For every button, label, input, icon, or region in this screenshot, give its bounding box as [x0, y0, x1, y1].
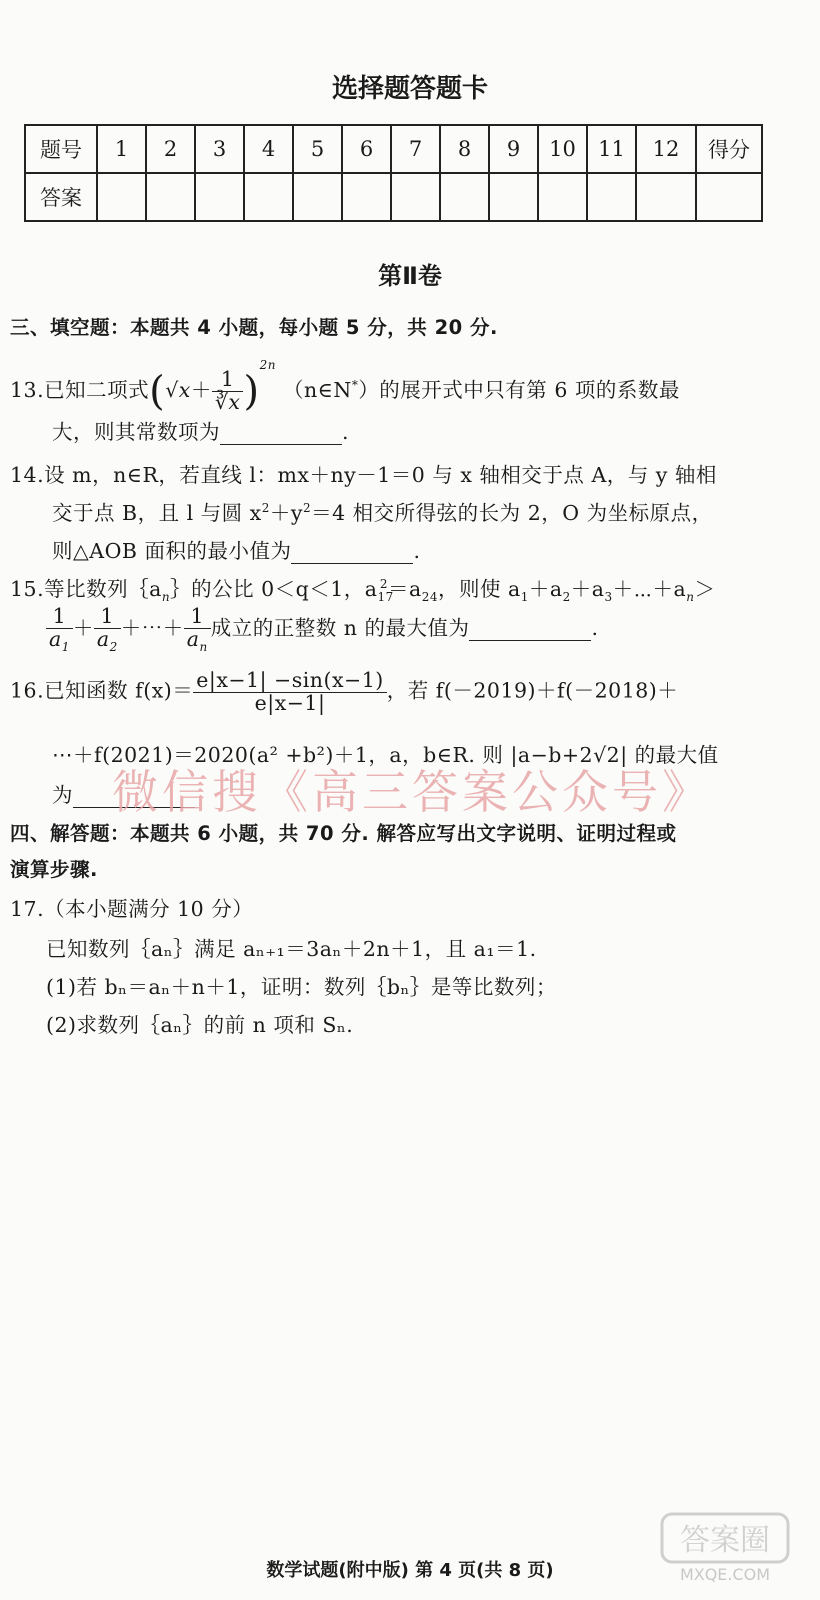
question-text: 成立的正整数 n 的最大值为: [210, 616, 470, 641]
period: .: [413, 539, 421, 563]
svg-text:答案圈: 答案圈: [680, 1523, 770, 1558]
answer-cell[interactable]: [97, 173, 146, 221]
question-14-line-2: 交于点 B，且 l 与圆 $x^2+y^2=4$ 相交所得弦的长为 2，O 为坐标原点，: [52, 501, 713, 525]
answer-cell[interactable]: [342, 173, 391, 221]
function-fraction: $\frac{e|x-1| -\sin(x-1)}{e|x-1|}$: [193, 670, 386, 714]
fraction-1-over-a2: $\frac{1}{a_2}$: [94, 606, 121, 653]
question-number: 11: [587, 125, 636, 173]
question-number: 4: [244, 125, 293, 173]
question-text: 大，则其常数项为: [52, 420, 220, 444]
paren-right: ): [243, 368, 260, 415]
answer-cell[interactable]: [293, 173, 342, 221]
question-17-line-1: 已知数列｛aₙ｝满足 aₙ₊₁＝3aₙ＋2n＋1，且 a₁＝1.: [46, 937, 537, 961]
question-17-line-2: (1)若 bₙ＝aₙ＋n＋1，证明：数列｛bₙ｝是等比数列；: [46, 975, 557, 999]
answer-cell[interactable]: [538, 173, 587, 221]
row-header-answer: 答案: [25, 173, 97, 221]
question-number: 2: [146, 125, 195, 173]
answer-blank[interactable]: [469, 616, 591, 641]
score-cell[interactable]: [696, 173, 762, 221]
question-text: 设 m，n∈R，若直线 l：mx＋ny－1＝0 与 x 轴相交于点 A，与 y 轴相: [44, 463, 717, 487]
table-row: [25, 173, 762, 221]
question-text: 已知二项式: [44, 378, 150, 402]
answer-blank[interactable]: [291, 539, 413, 564]
question-17-line-3: (2)求数列｛aₙ｝的前 n 项和 Sₙ.: [46, 1013, 354, 1037]
question-number: 7: [391, 125, 440, 173]
row-header-number: 题号: [25, 125, 97, 173]
question-13-line-2: [52, 415, 349, 445]
answer-cell[interactable]: [244, 173, 293, 221]
question-number-label: 15.: [10, 577, 45, 601]
question-text: ＋⋯＋: [120, 616, 184, 641]
question-text: 交于点 B，且 l 与圆 x: [52, 501, 262, 525]
section-3-heading: 三、填空题：本题共 4 小题，每小题 5 分，共 20 分.: [10, 316, 498, 339]
question-15-line-2: $\frac{1}{a_1}$ ＋ $\frac{1}{a_2}$ ＋⋯＋ $\frac{1}{a_n}$ 成立的正整数 n 的最大值为 .: [46, 606, 599, 653]
question-number: 1: [97, 125, 146, 173]
answer-cell[interactable]: [195, 173, 244, 221]
question-text: ｝的公比 0＜q＜1，a: [170, 577, 378, 601]
answer-cell[interactable]: [636, 173, 696, 221]
page-title: 选择题答题卡: [331, 74, 488, 104]
question-text: ＝a: [387, 577, 422, 601]
period: .: [591, 616, 599, 641]
question-14-line-3: [52, 534, 421, 564]
volume-heading: 第Ⅱ卷: [378, 262, 442, 290]
question-17-heading: 17.（本小题满分 10 分）: [10, 897, 254, 921]
paren-left: (: [149, 368, 166, 415]
question-text: （n∈N: [282, 378, 352, 402]
question-text: ＝4 相交所得弦的长为 2，O 为坐标原点，: [311, 501, 713, 525]
question-text: 为: [52, 783, 73, 807]
question-text: ＋⋯＋a: [612, 577, 687, 601]
superscript: *: [351, 378, 359, 393]
page-footer: 数学试题(附中版) 第 4 页(共 8 页): [266, 1560, 554, 1581]
question-text: ）的展开式中只有第 6 项的系数最: [358, 378, 680, 402]
question-text: 等比数列｛a: [44, 577, 162, 601]
answer-card-table: [24, 124, 763, 222]
question-number: 9: [489, 125, 538, 173]
table-row: [25, 125, 762, 173]
question-number: 10: [538, 125, 587, 173]
question-14-line-1: [10, 458, 717, 488]
answer-cell[interactable]: [587, 173, 636, 221]
question-number: 5: [293, 125, 342, 173]
section-4-heading-cont: 演算步骤.: [10, 858, 98, 881]
section-4-heading: 四、解答题：本题共 6 小题，共 70 分. 解答应写出文字说明、证明过程或: [10, 822, 677, 845]
exponent: 2n: [259, 358, 276, 372]
answer-blank[interactable]: [220, 420, 342, 445]
question-number: 8: [440, 125, 489, 173]
question-text: 则△AOB 面积的最小值为: [52, 539, 292, 563]
watermark-text: 微信搜《高三答案公众号》: [112, 765, 712, 819]
question-number-label: 13.: [10, 378, 45, 402]
answer-cell[interactable]: [440, 173, 489, 221]
question-text: ＞: [694, 577, 716, 601]
question-text: ，若 f(－2019)＋f(－2018)＋: [386, 678, 679, 703]
period: .: [342, 420, 350, 444]
question-number-label: 14.: [10, 463, 45, 487]
question-number: 12: [636, 125, 696, 173]
question-16-line-2: ⋯＋f(2021)＝2020(a² +b²)＋1，a，b∈R. 则 |a−b+2√2| 的最大值: [52, 743, 719, 767]
fraction-one-over-cbrt-x: $\frac{1}{∛x}$: [212, 369, 244, 413]
question-text: ＋a: [570, 577, 605, 601]
question-text: ＋a: [528, 577, 563, 601]
svg-text:MXQE.COM: MXQE.COM: [679, 1565, 771, 1584]
score-header: 得分: [696, 125, 762, 173]
question-number: 6: [342, 125, 391, 173]
fraction-1-over-an: $\frac{1}{a_n}$: [184, 606, 211, 653]
question-text: ，则使 a: [437, 577, 521, 601]
question-text: ＋y: [269, 501, 303, 525]
answer-cell[interactable]: [391, 173, 440, 221]
answer-cell[interactable]: [146, 173, 195, 221]
question-13-line-1: [10, 358, 680, 415]
question-number-label: 16.: [10, 678, 45, 703]
question-number: 3: [195, 125, 244, 173]
sqrt-x: √x: [165, 378, 191, 402]
question-15-line-1: 15.等比数列$\{a_n\}$的公比 0＜q＜1，$a_{17}^2=a_{24}$，则使 $a_1+a_2+a_3+\cdots+a_n>$: [10, 577, 716, 605]
plus-sign: ＋: [190, 378, 212, 402]
fraction-1-over-a1: $\frac{1}{a_1}$: [46, 606, 73, 653]
question-16-line-1: [10, 670, 678, 714]
question-text: 已知函数 f(x)＝: [44, 678, 194, 703]
answer-cell[interactable]: [489, 173, 538, 221]
